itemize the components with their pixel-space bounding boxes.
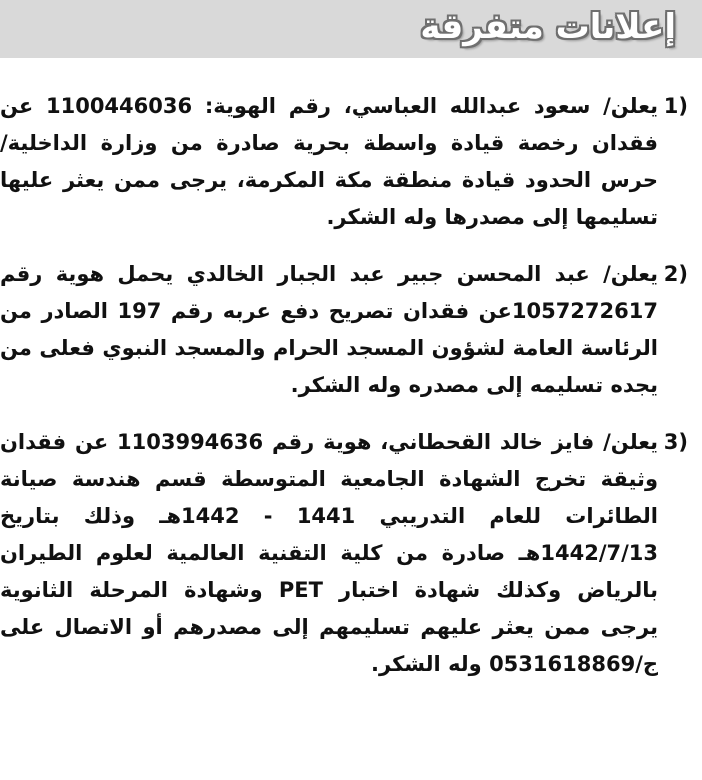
- ad-text: يعلن/ فايز خالد القحطاني، هوية رقم 1103994636 عن فقدان وثيقة تخرج الشهادة الجامعية المتوسطة قسم هندسة صيانة الطائرات للعام التدريبي 1441 - 1442هـ وذلك بتاريخ 1442/7/13هـ صادرة من كلية التقنية العالمية لعلوم الطيران بالرياض وكذلك شهادة اختبار PET وشهادة المرحلة الثانوية يرجى ممن يعثر عليهم تسليمهم إلى مصدرهم أو الاتصال على ج/0531618869 وله الشكر.: [0, 430, 659, 676]
- ad-item: [0, 256, 688, 404]
- ad-number: 1): [663, 94, 688, 118]
- ad-number: 3): [663, 430, 688, 454]
- classified-ads-list: [0, 88, 688, 703]
- ad-text: يعلن/ سعود عبدالله العباسي، رقم الهوية: 1100446036 عن فقدان رخصة قيادة واسطة بحرية صادرة من وزارة الداخلية/ حرس الحدود قيادة منطقة مكة المكرمة، يرجى ممن يعثر عليها تسليمها إلى مصدرها وله الشكر.: [0, 94, 658, 229]
- section-title: إعلانات متفرقة: [420, 7, 676, 47]
- ad-text: يعلن/ عبد المحسن جبير عبد الجبار الخالدي يحمل هوية رقم 1057272617عن فقدان تصريح دفع عربه رقم 197 الصادر من الرئاسة العامة لشؤون المسجد الحرام والمسجد النبوي فعلى من يجده تسليمه إلى مصدره وله الشكر.: [0, 262, 658, 397]
- section-header: [0, 0, 702, 58]
- ad-item: [0, 88, 688, 236]
- ad-number: 2): [663, 262, 688, 286]
- ad-item: [0, 424, 688, 683]
